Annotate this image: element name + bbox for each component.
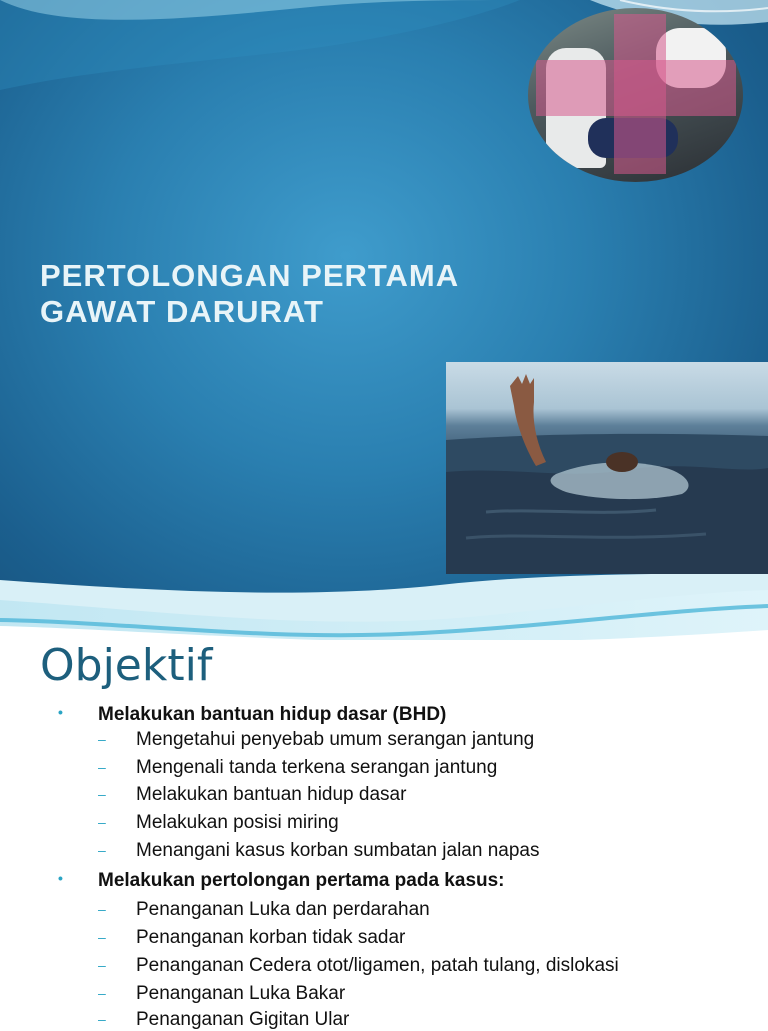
slide-title-text [40,258,459,330]
bullet-dot-icon: • [58,870,63,886]
dash-icon: – [98,842,106,858]
dash-icon: – [98,759,106,775]
dash-icon: – [98,731,106,747]
drowning-illustration [446,362,768,574]
title-line-2: GAWAT DARURAT [40,294,324,329]
list-item-label: Melakukan pertolongan pertama pada kasus: [98,870,505,891]
title-line-1: PERTOLONGAN PERTAMA [40,258,460,293]
bullet-dot-icon: • [58,704,63,720]
dash-icon: – [98,985,106,1001]
dash-icon: – [98,901,106,917]
list-item-label: Melakukan bantuan hidup dasar (BHD) [98,704,447,725]
dash-icon: – [98,814,106,830]
cpr-photo [528,8,743,182]
drowning-photo [446,362,768,574]
slide-heading: Objektif [40,640,213,691]
dash-icon: – [98,786,106,802]
dash-icon: – [98,1011,106,1027]
dash-icon: – [98,957,106,973]
dash-icon: – [98,929,106,945]
